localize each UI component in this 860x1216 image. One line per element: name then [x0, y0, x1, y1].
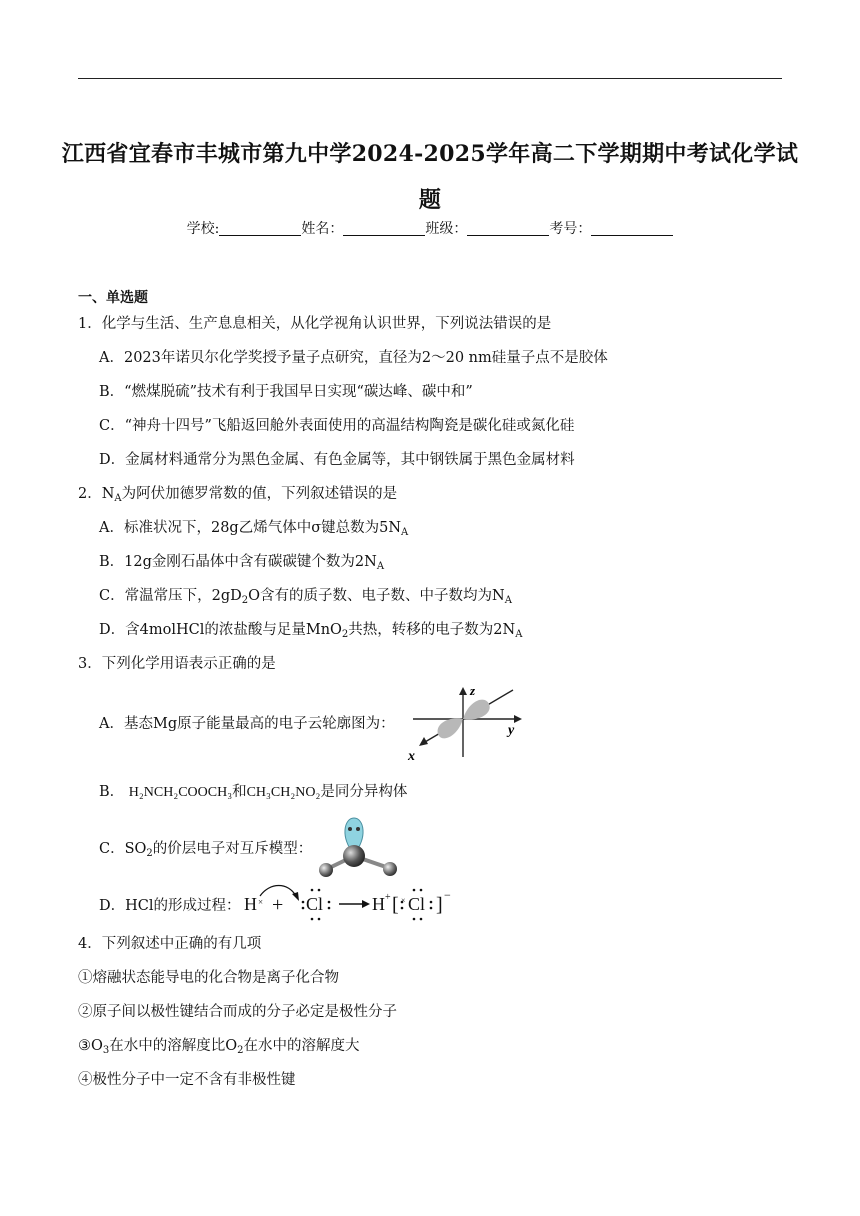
svg-text:×: ×	[401, 896, 406, 905]
q2-a-sub: A	[401, 527, 409, 538]
svg-text:+: +	[385, 892, 391, 903]
q1-option-d: D．金属材料通常分为黑色金属、有色金属等，其中钢铁属于黑色金属材料	[99, 452, 575, 468]
q2-stem-sub: A	[114, 493, 122, 504]
q3-option-b	[99, 782, 407, 803]
student-info-line	[0, 218, 860, 238]
q2-d-subA: A	[515, 629, 523, 640]
q4-stem: 4．下列叙述中正确的有几项	[78, 936, 262, 952]
oxygen-atom-right	[383, 862, 397, 876]
q2-b-text: B．12g金刚石晶体中含有碳碳键个数为2N	[99, 554, 377, 570]
p-orbital-diagram	[405, 682, 530, 764]
svg-text:−: −	[444, 888, 451, 902]
svg-text:Cl: Cl	[408, 894, 426, 914]
q3-c-prefix: C．SO	[99, 841, 147, 857]
q2-d-text: D．含4molHCl的浓盐酸与足量MnO	[99, 622, 342, 638]
orbital-lobe-lower	[438, 718, 463, 738]
q2-d-text2: 共热，转移的电子数为2N	[348, 622, 516, 638]
svg-text:H: H	[244, 894, 257, 914]
q3-b-and: 和	[232, 784, 247, 800]
q4-item3-sub3: 3	[102, 1045, 110, 1056]
axis-z-label: z	[470, 683, 476, 698]
class-blank[interactable]	[467, 221, 549, 236]
svg-text:]: ]	[436, 894, 443, 916]
q4-item-1: ①熔融状态能导电的化合物是离子化合物	[78, 970, 339, 986]
number-blank[interactable]	[591, 221, 673, 236]
q4-item3-mid: 在水中的溶解度比O	[109, 1038, 238, 1054]
class-label: 班级：	[425, 221, 468, 237]
q4-item-2: ②原子间以极性键结合而成的分子必定是极性分子	[78, 1004, 397, 1020]
q3-b-formula2: CH₃CH₂NO₂	[246, 785, 321, 800]
svg-text:Cl: Cl	[306, 894, 324, 914]
svg-text:[: [	[392, 894, 399, 916]
svg-text:H: H	[372, 894, 385, 914]
q2-c-subA: A	[504, 595, 512, 606]
q3-b-rest: 是同分异构体	[320, 784, 408, 800]
q4-item-4: ④极性分子中一定不含有非极性键	[78, 1072, 296, 1088]
q1-option-b: B．“燃煤脱硫”技术有利于我国早日实现“碳达峰、碳中和”	[99, 384, 473, 400]
q2-d-sub2: 2	[341, 629, 349, 640]
school-blank[interactable]	[219, 221, 301, 236]
number-label: 考号：	[549, 221, 592, 237]
q2-option-a	[99, 518, 408, 543]
q3-c-sub: 2	[146, 848, 153, 859]
q2-stem	[78, 484, 397, 509]
q2-a-text: A．标准状况下，28g乙烯气体中σ键总数为5N	[99, 520, 402, 536]
q3-option-a: A．基态Mg原子能量最高的电子云轮廓图为：	[99, 716, 395, 732]
q2-c-text2: O含有的质子数、电子数、中子数均为N	[248, 588, 505, 604]
axis-y-label: y	[508, 723, 515, 738]
svg-text:×: ×	[258, 897, 264, 907]
q2-c-text: C．常温常压下，2gD	[99, 588, 242, 604]
oxygen-atom-left	[319, 863, 333, 877]
q1-option-a: A．2023年诺贝尔化学奖授予量子点研究，直径为2～20 nm硅量子点不是胶体	[99, 350, 608, 366]
header-rule	[78, 78, 782, 79]
axis-x-label: x	[408, 749, 415, 764]
q2-b-sub: A	[376, 561, 385, 572]
page-title	[60, 131, 800, 223]
q4-item3-pre: ③O	[78, 1038, 103, 1054]
q2-option-d	[99, 620, 522, 645]
q3-c-rest: 的价层电子对互斥模型：	[152, 841, 313, 857]
section-title: 一、单选题	[78, 290, 148, 306]
q4-item-3	[78, 1036, 360, 1061]
orbital-lobe-upper	[463, 700, 490, 720]
q2-option-b	[99, 552, 384, 577]
title-line-2: 题	[418, 187, 442, 213]
q2-option-c	[99, 586, 512, 611]
q2-stem-rest: 为阿伏加德罗常数的值，下列叙述错误的是	[121, 486, 398, 502]
sulfur-atom	[343, 845, 365, 867]
hcl-formation-diagram	[244, 882, 456, 922]
q4-item3-rest: 在水中的溶解度大	[243, 1038, 360, 1054]
q1-stem: 1．化学与生活、生产息息相关，从化学视角认识世界，下列说法错误的是	[78, 316, 552, 332]
q2-c-sub2: 2	[241, 595, 249, 606]
q3-b-prefix: B．	[99, 784, 125, 800]
q3-option-d: D．HCl的形成过程：	[99, 898, 241, 914]
q3-stem: 3．下列化学用语表示正确的是	[78, 656, 276, 672]
name-label: 姓名：	[301, 221, 344, 237]
q3-option-c	[99, 839, 312, 864]
q4-item3-sub2: 2	[237, 1045, 244, 1056]
school-label: 学校:	[186, 221, 220, 237]
so2-vsepr-model	[318, 814, 402, 882]
name-blank[interactable]	[343, 221, 425, 236]
q1-option-c: C．“神舟十四号”飞船返回舱外表面使用的高温结构陶瓷是碳化硅或氮化硅	[99, 418, 575, 434]
title-line-1: 江西省宜春市丰城市第九中学2024-2025学年高二下学期期中考试化学试	[61, 141, 799, 167]
q2-stem-prefix: 2．N	[78, 486, 115, 502]
svg-text:+: +	[272, 894, 284, 916]
q3-b-formula1: H₂NCH₂COOCH₃	[128, 785, 233, 800]
